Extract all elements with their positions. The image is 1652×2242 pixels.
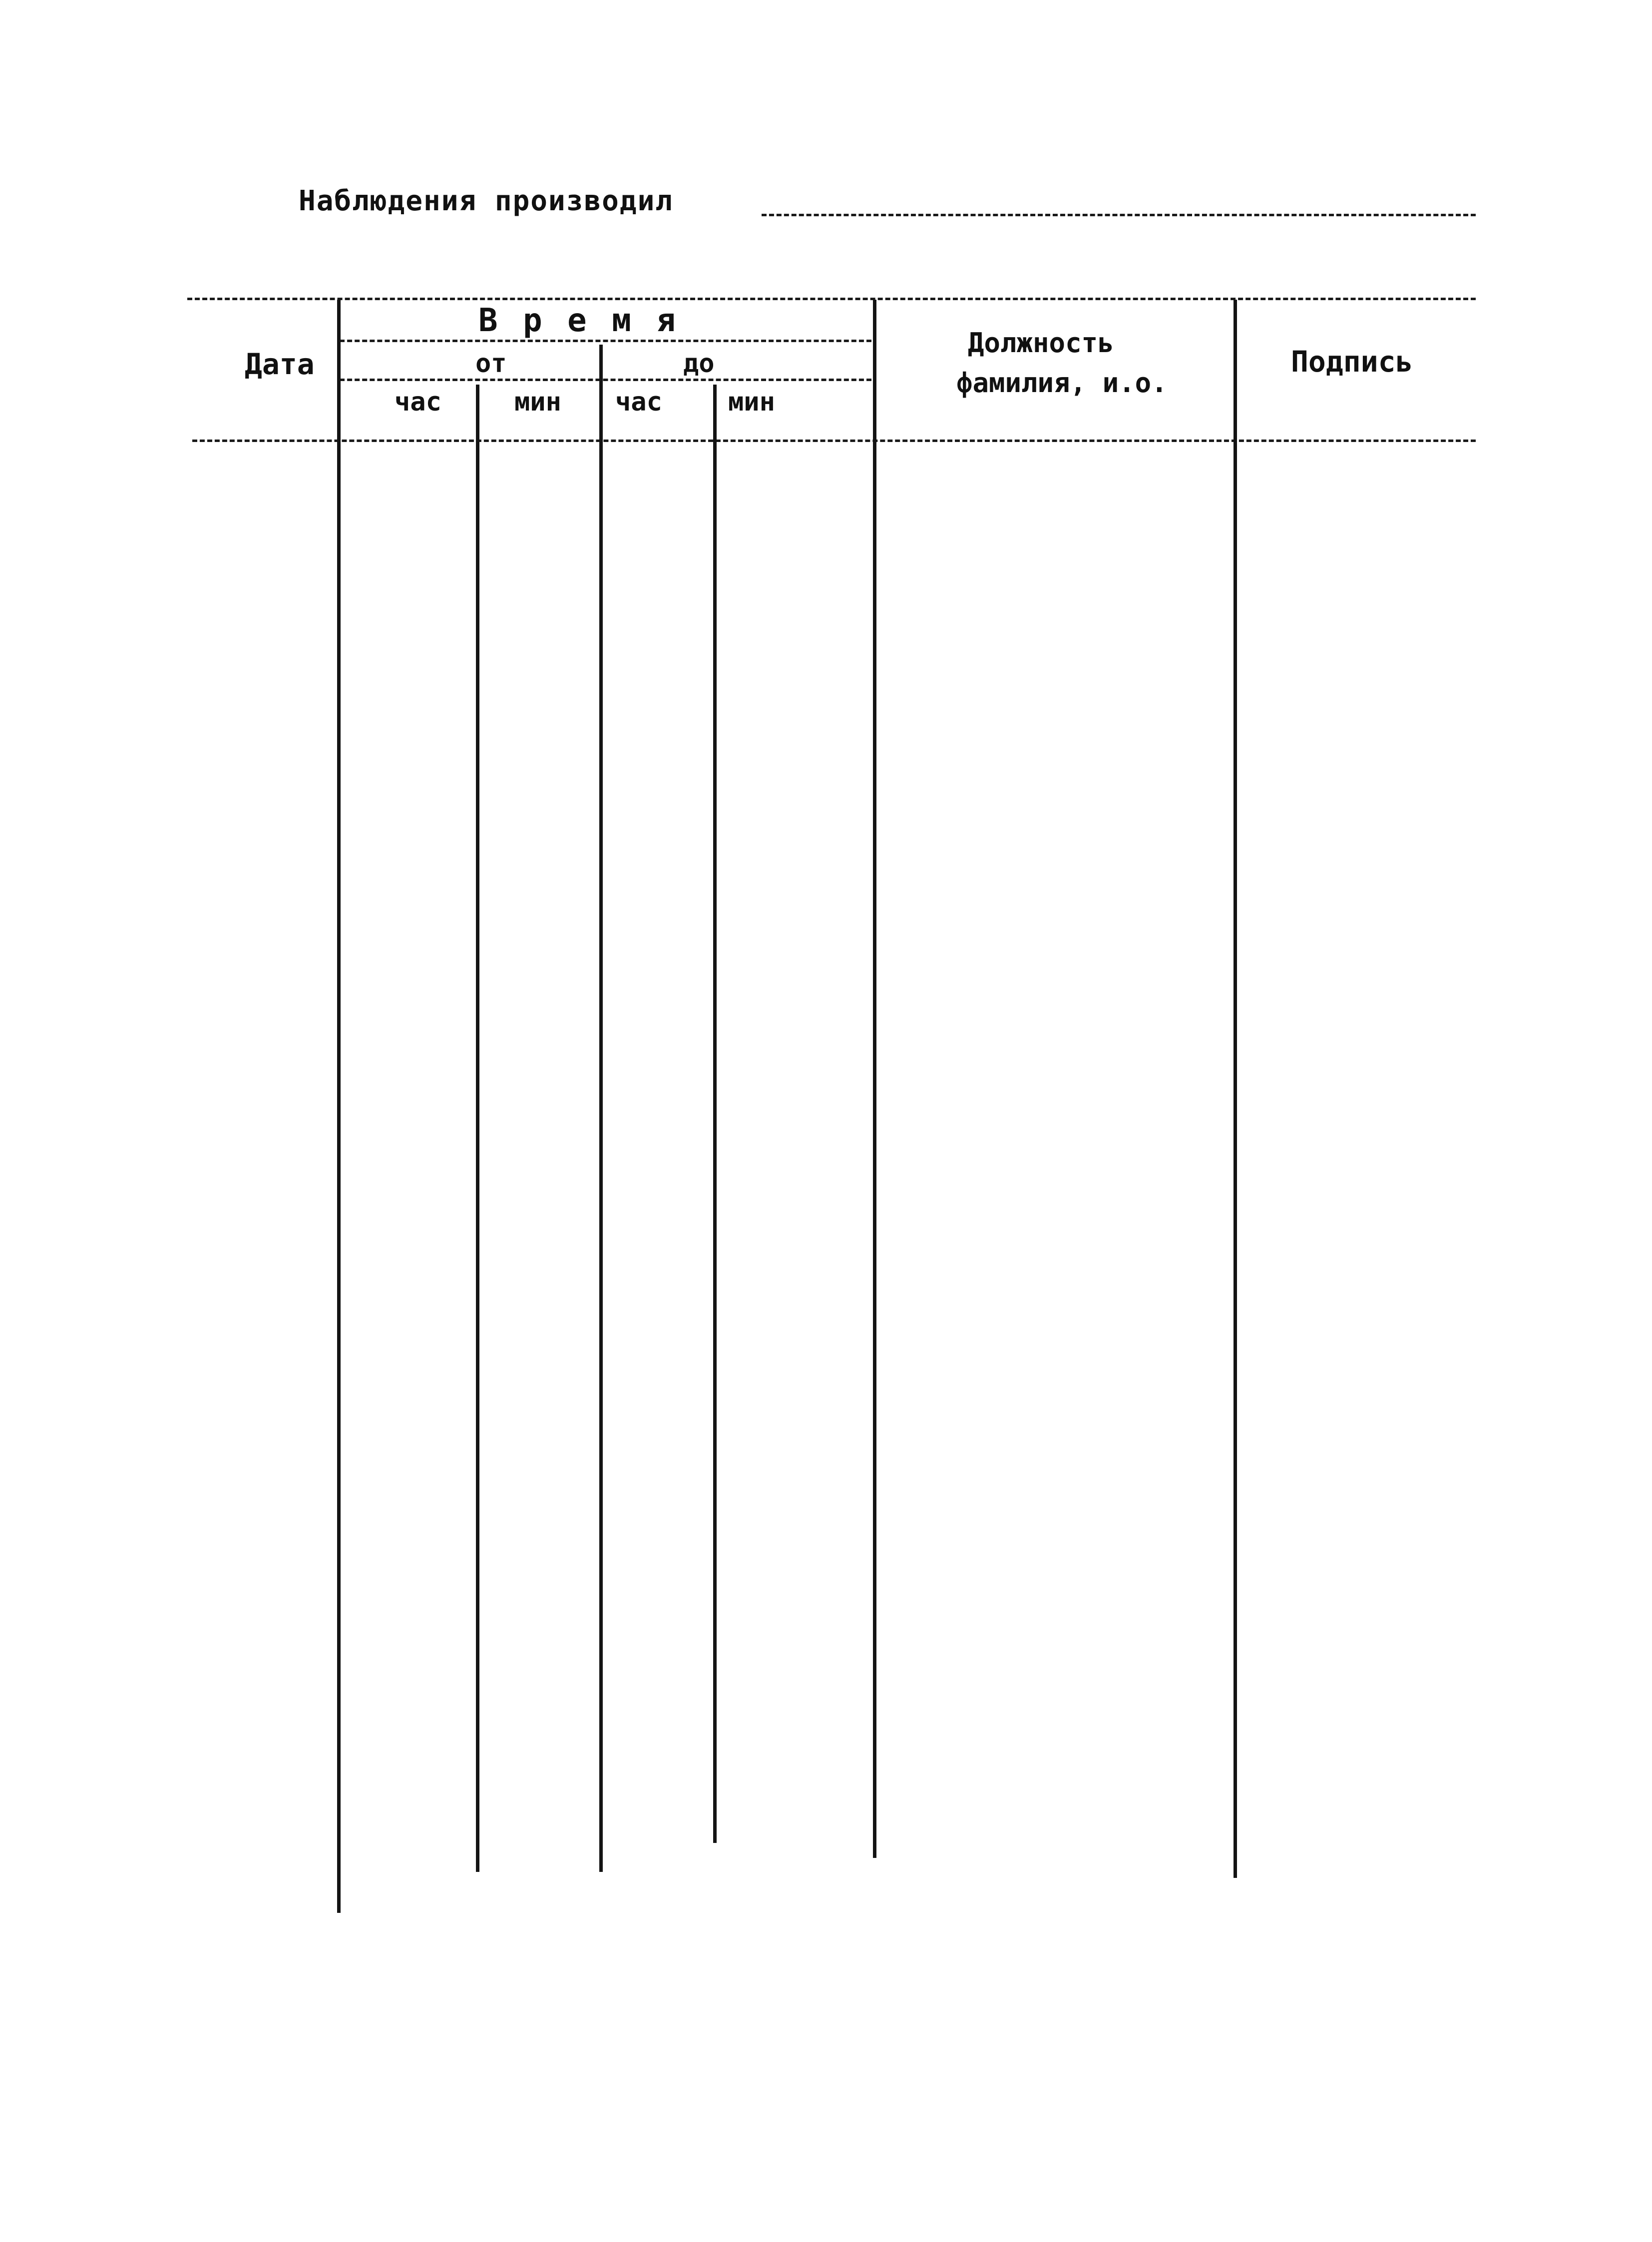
column-header-position-line1: Должность bbox=[968, 327, 1114, 359]
from-hour-min-divider bbox=[476, 385, 479, 1872]
position-signature-divider bbox=[1234, 300, 1237, 1878]
column-header-from-hour: час bbox=[395, 387, 441, 417]
column-header-to: до bbox=[683, 349, 715, 379]
column-header-date: Дата bbox=[245, 347, 315, 381]
date-column-divider bbox=[337, 300, 341, 1913]
header-bottom-rule bbox=[192, 440, 1476, 442]
to-hour-min-divider bbox=[713, 385, 717, 1843]
column-header-signature: Подпись bbox=[1291, 345, 1413, 379]
time-position-divider bbox=[873, 300, 876, 1858]
observer-label: Наблюдения производил bbox=[299, 185, 674, 217]
table-top-rule bbox=[187, 298, 1476, 300]
column-header-from-min: мин bbox=[514, 387, 561, 417]
column-header-to-hour: час bbox=[615, 387, 662, 417]
from-to-rule bbox=[340, 379, 871, 381]
observer-signature-line[interactable] bbox=[762, 214, 1476, 216]
time-group-rule bbox=[340, 340, 871, 342]
column-header-to-min: мин bbox=[728, 387, 775, 417]
from-to-divider bbox=[599, 345, 603, 1872]
column-header-time: В р е м я bbox=[478, 302, 679, 339]
column-header-from: от bbox=[475, 349, 507, 379]
column-header-position-line2: фамилия, и.о. bbox=[956, 367, 1168, 399]
